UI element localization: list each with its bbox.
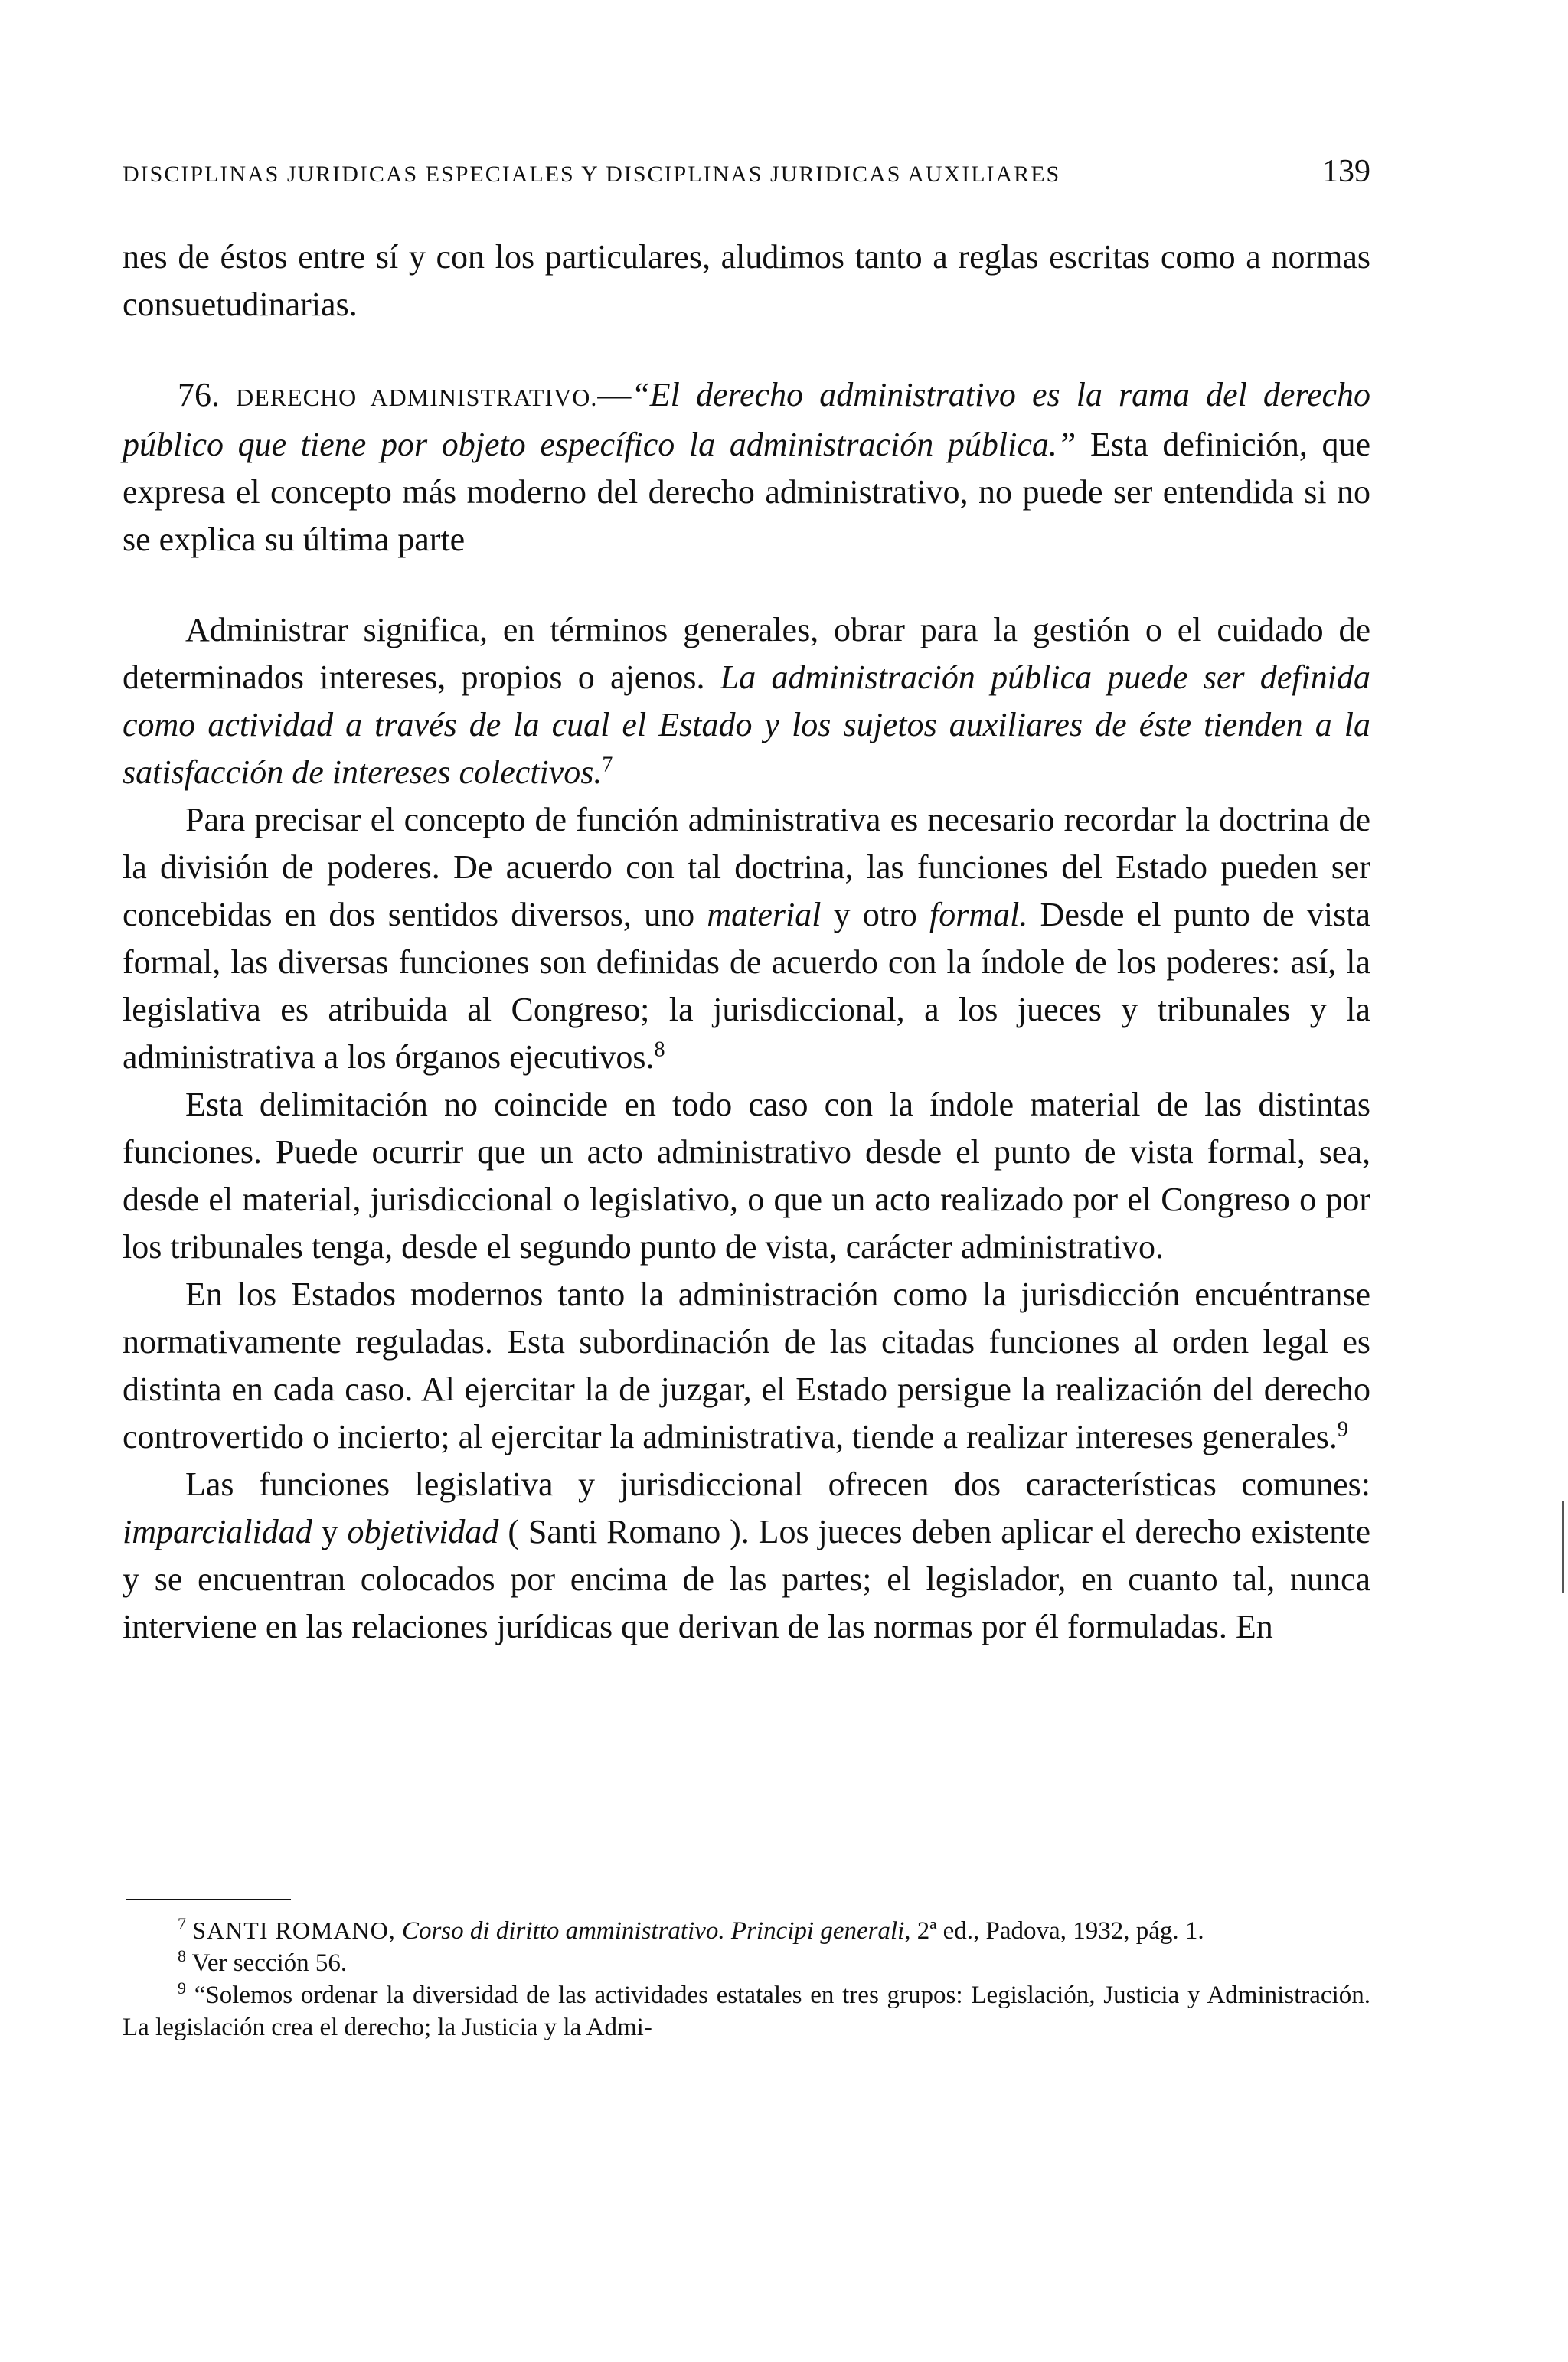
footnote-reference: 9 xyxy=(1337,1417,1348,1442)
footnote-author: SANTI ROMANO, xyxy=(192,1916,396,1944)
paragraph-text: Administrar significa, en términos generales, obrar para la gestión o el cuidado de determinados intereses, propios o ajenos. xyxy=(122,611,1370,696)
running-title: DISCIPLINAS JURIDICAS ESPECIALES Y DISCIPLINAS JURIDICAS AUXILIARES xyxy=(122,162,1061,187)
scan-edge-mark xyxy=(1562,1501,1564,1593)
paragraph-text: ( Santi Romano ). Los jueces deben aplicar el derecho existente y se encuentran colocados por encima de las partes; el legislador, en cuanto tal, nunca interviene en las relaciones jurídicas que derivan de las normas por él formuladas. En xyxy=(122,1513,1371,1645)
paragraph-text: y xyxy=(312,1513,348,1550)
section-76-paragraph xyxy=(122,371,1370,564)
definition-italic: La administración pública puede ser definida como actividad a través de la cual el Estado y los sujetos auxiliares de éste tienden a la satisfacción de intereses colectivos. xyxy=(122,658,1370,791)
page-number: 139 xyxy=(1322,154,1370,189)
footnote-text: “Solemos ordenar la diversidad de las actividades estatales en tres grupos: Legislación, Justicia y Administración. La legislación crea el derecho; la Justicia y la Admi- xyxy=(122,1981,1370,2041)
footnote-text: Ver sección 56. xyxy=(191,1949,348,1977)
paragraph-text: Esta delimitación no coincide en todo caso con la índole material de las distintas funciones. Puede ocurrir que un acto administrativo desde el punto de vista formal, sea, desde el material, jurisdiccional o legislativo, o que un acto realizado por el Congreso o por los tribunales tenga, desde el segundo punto de vista, carácter administrativo. xyxy=(122,1086,1370,1266)
paragraph-continuation xyxy=(122,234,1370,328)
paragraph-text: Para precisar el concepto de función administrativa es necesario recordar la doctrina de la división de poderes. De acuerdo con tal doctrina, las funciones del Estado pueden ser concebidas en dos sentidos diversos, uno xyxy=(122,801,1370,933)
footnotes xyxy=(122,1914,1370,2043)
footnote-marker: 9 xyxy=(178,1978,186,1998)
footnote-divider xyxy=(126,1899,291,1900)
body-text xyxy=(122,234,1370,1651)
definition-quote: “El derecho administrativo es la rama del derecho público que tiene por objeto específico la administración pública.” xyxy=(122,376,1371,463)
footnote-9 xyxy=(122,1979,1370,2043)
term-formal: formal. xyxy=(929,896,1028,933)
paragraph-text: En los Estados modernos tanto la administración como la jurisdicción encuéntranse normativamente reguladas. Esta subordinación de las citadas funciones al orden legal es distinta en cada caso. Al ejercitar la de juzgar, el Estado persigue la realización del derecho controvertido o incierto; al ejercitar la administrativa, tiende a realizar intereses generales. xyxy=(122,1276,1370,1455)
footnote-marker: 7 xyxy=(178,1914,186,1933)
paragraph-text: nes de éstos entre sí y con los particulares, aludimos tanto a reglas escritas como a normas consuetudinarias. xyxy=(122,238,1370,323)
footnote-7 xyxy=(122,1914,1370,1947)
paragraph-delimitacion xyxy=(122,1081,1370,1271)
footnote-reference: 7 xyxy=(602,753,613,777)
paragraph-estados-modernos xyxy=(122,1271,1370,1461)
paragraph-text: Las funciones legislativa y jurisdiccional ofrecen dos características comunes: xyxy=(185,1465,1370,1503)
footnote-marker: 8 xyxy=(178,1946,186,1965)
paragraph-funciones-legislativa xyxy=(122,1461,1370,1651)
term-imparcialidad: imparcialidad xyxy=(122,1513,312,1550)
paragraph-text: Desde el punto de vista formal, las diversas funciones son definidas de acuerdo con la índole de los poderes: así, la legislativa es atribuida al Congreso; la jurisdiccional, a los jueces y tribunales y la administrativa a los órganos ejecutivos. xyxy=(122,896,1370,1076)
section-heading: DERECHO ADMINISTRATIVO. xyxy=(236,384,598,411)
paragraph-text: Esta definición, que expresa el concepto más moderno del derecho administrativo, no puede ser entendida si no se explica su última parte xyxy=(122,426,1370,558)
footnote-text: 2ª ed., Padova, 1932, pág. 1. xyxy=(910,1917,1204,1945)
heading-dash: — xyxy=(597,376,632,413)
section-number: 76. xyxy=(178,376,220,413)
paragraph-funcion-administrativa xyxy=(122,796,1370,1081)
running-head xyxy=(122,153,1370,190)
term-objetividad: objetividad xyxy=(347,1513,499,1550)
paragraph-text: y otro xyxy=(821,896,929,933)
footnote-title: Corso di diritto amministrativo. Principi generali, xyxy=(401,1917,911,1945)
footnote-reference: 8 xyxy=(654,1037,665,1062)
footnote-8 xyxy=(122,1947,1370,1979)
term-material: material xyxy=(707,896,822,933)
paragraph-administrar xyxy=(122,606,1370,796)
